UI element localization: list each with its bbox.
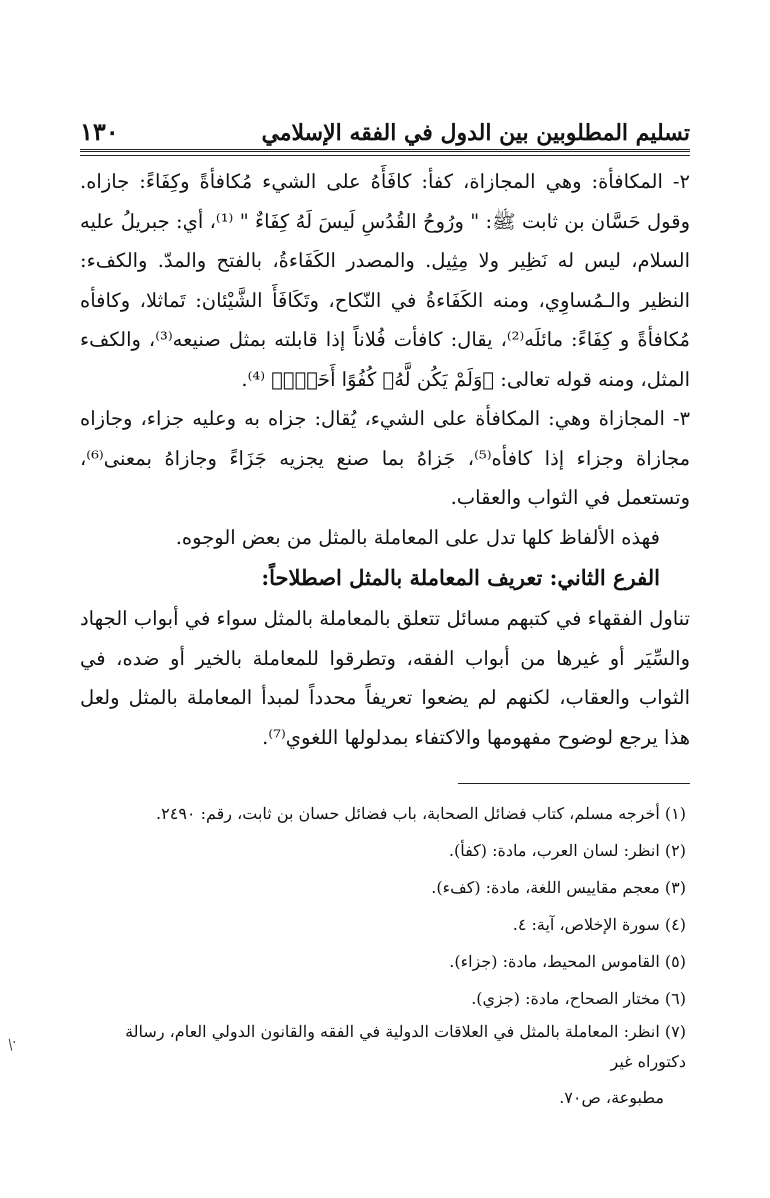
body-text — [80, 162, 690, 757]
footnote-1: (١) أخرجه مسلم، كتاب فضائل الصحابة، باب فضائل حسان بن ثابت، رقم: ٢٤٩٠. — [156, 804, 686, 823]
footnote-7-line2: مطبوعة، ص٧٠. — [559, 1088, 664, 1107]
page-header — [80, 112, 690, 146]
paragraph-istilah: تناول الفقهاء في كتبهم مسائل تتعلق بالمعاملة بالمثل سواء في أبواب الجهاد والسِّيَر أو غيرها من أبواب الفقه، وتطرقوا للمعاملة بالخير أو ضده، في الثواب والعقاب، لكنهم لم يضعوا تعريفاً محدداً لمبدأ المعاملة بالمثل ولعل هذا يرجع لوضوح مفهومها والاكتفاء بمدلولها اللغوي⁽⁷⁾. — [80, 607, 690, 749]
footnote-separator — [458, 783, 690, 784]
header-rule — [80, 149, 690, 156]
footnote-3: (٣) معجم مقاييس اللغة، مادة: (كفء). — [431, 878, 686, 897]
footnote-4: (٤) سورة الإخلاص، آية: ٤. — [512, 915, 686, 934]
footnote-5: (٥) القاموس المحيط، مادة: (جزاء). — [449, 952, 686, 971]
section-subheading: الفرع الثاني: تعريف المعاملة بالمثل اصطلاحاً: — [261, 565, 660, 590]
footnote-7-line1: (٧) انظر: المعاملة بالمثل في العلاقات الدولية في الفقه والقانون الدولي العام، رسالة دكتوراه غير — [125, 1022, 686, 1071]
footnote-2: (٢) انظر: لسان العرب، مادة: (كفأ). — [448, 841, 686, 860]
running-title: تسليم المطلوبين بين الدول في الفقه الإسلامي — [261, 120, 690, 146]
footnotes — [80, 795, 690, 1113]
footnote-7 — [80, 1017, 690, 1113]
footnote-6: (٦) مختار الصحاح، مادة: (جزي). — [471, 989, 686, 1008]
margin-mark: ·/ — [4, 1034, 21, 1054]
page-number: ١٣٠ — [80, 117, 119, 146]
paragraph-mujazaa: ٣- المجازاة وهي: المكافأة على الشيء، يُقال: جزاه به وعليه جزاء، وجازاه مجازاة وجزاء إذا كافأه⁽⁵⁾، جَزاهُ بما صنع يجزيه جَزَاءً وجازاهُ بمعنى⁽⁶⁾، وتستعمل في الثواب والعقاب. — [80, 407, 691, 509]
paragraph-mukafaa: ٢- المكافأة: وهي المجازاة، كفأ: كافَأَهُ على الشيء مُكافأةً وكِفَاءً: جازاه. وقول حَسَّان بن ثابت ﷺ: " ورُوحُ القُدُسِ لَيسَ لَهُ كِفَاءٌ " ⁽¹⁾، أي: جبريلُ عليه السلام، ليس له نَظِير ولا مِثِيل. والمصدر الكَفَاءةُ، بالفتح والمدّ. والكفء: النظير والـمُساوِي، ومنه الكَفَاءةُ في النّكاح، وتَكَافَأَ الشَّيْئان: تَماثلا، وكافأه مُكافأةً و كِفَاءً: مائلَه⁽²⁾، يقال: كافأت فُلاناً إذا قابلته بمثل صنيعه⁽³⁾، والكفء المثل، ومنه قوله تعالى: ﴿وَلَمْ يَكُن لَّهُۥ كُفُوًا أَحَدٌۢ﴾ ⁽⁴⁾. — [80, 170, 690, 391]
paragraph-summary: فهذه الألفاظ كلها تدل على المعاملة بالمثل من بعض الوجوه. — [175, 525, 660, 549]
